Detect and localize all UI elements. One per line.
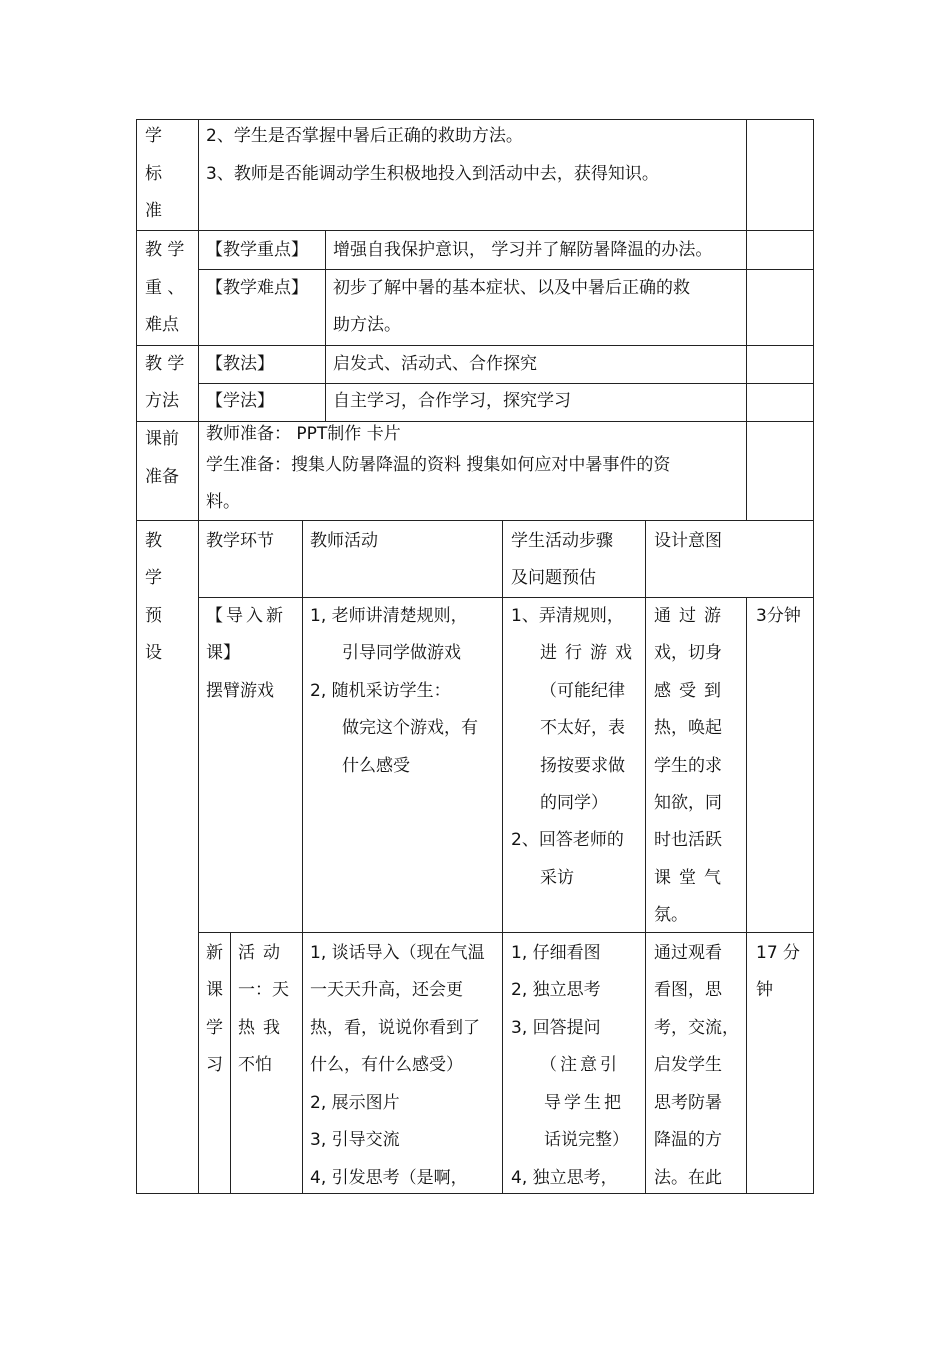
design-label-4: 设 <box>145 643 162 663</box>
newlesson-student-4: （注意引 <box>540 1055 620 1075</box>
activity-title-3: 热我 <box>238 1018 288 1038</box>
newlesson-teacher-6: 3, 引导交流 <box>310 1130 400 1150</box>
col-divider-time-lower <box>746 597 747 1194</box>
newlesson-teacher-5: 2, 展示图片 <box>310 1093 400 1113</box>
intro-student-8: 采访 <box>540 868 574 888</box>
newlesson-time-1: 17 分 <box>756 943 801 963</box>
intro-student-5: 扬按要求做 <box>540 756 625 776</box>
intro-student-1: 1、弄清规则， <box>511 606 624 626</box>
divider-key-method <box>136 345 814 346</box>
intro-student-7: 2、回答老师的 <box>511 830 624 850</box>
divider-header-body <box>198 597 814 598</box>
newlesson-teacher-7: 4, 引发思考（是啊， <box>310 1168 468 1188</box>
newlesson-teacher-1: 1, 谈话导入（现在气温 <box>310 943 485 963</box>
divider-standard-key <box>136 230 814 231</box>
design-label-2: 学 <box>145 568 162 588</box>
teach-method-text: 启发式、活动式、合作探究 <box>333 354 537 374</box>
prep-line-3: 料。 <box>206 492 240 512</box>
prep-label-1: 课前 <box>145 429 179 449</box>
newlesson-intent-5: 思考防暑 <box>654 1093 722 1113</box>
intro-student-4: 不太好，表 <box>540 718 625 738</box>
intro-teacher-4: 做完这个游戏，有 <box>342 718 478 738</box>
newlesson-stage-3: 学 <box>206 1018 223 1038</box>
activity-title-4: 不怕 <box>238 1055 272 1075</box>
col-divider-label <box>198 119 199 1194</box>
header-intent: 设计意图 <box>654 531 722 551</box>
intro-stage-3: 摆臂游戏 <box>206 681 274 701</box>
standard-label-2: 标 <box>145 164 162 184</box>
method-label-2: 方法 <box>145 391 179 411</box>
divider-method-prep <box>136 421 814 422</box>
newlesson-intent-7: 法。在此 <box>654 1168 722 1188</box>
intro-teacher-2: 引导同学做游戏 <box>342 643 461 663</box>
difficulty-text-1: 初步了解中暑的基本症状、以及中暑后正确的救 <box>333 278 690 298</box>
intro-intent-1: 通过游 <box>654 606 729 626</box>
newlesson-intent-6: 降温的方 <box>654 1130 722 1150</box>
newlesson-stage-2: 课 <box>206 980 223 1000</box>
intro-intent-2: 戏，切身 <box>654 643 722 663</box>
standard-label-3: 准 <box>145 201 162 221</box>
intro-student-3: （可能纪律 <box>540 681 625 701</box>
newlesson-intent-4: 启发学生 <box>654 1055 722 1075</box>
standard-label-1: 学 <box>145 126 162 146</box>
intro-intent-6: 知欲，同 <box>654 793 722 813</box>
key-label-2: 重 、 <box>145 278 185 298</box>
activity-title-2: 一：天 <box>238 980 289 1000</box>
newlesson-student-5: 导学生把 <box>544 1093 624 1113</box>
intro-intent-4: 热，唤起 <box>654 718 722 738</box>
newlesson-teacher-3: 热，看，说说你看到了 <box>310 1018 480 1038</box>
border-left <box>136 119 137 1194</box>
key-point-tag: 【教学重点】 <box>206 240 308 260</box>
divider-intro-newlesson <box>198 932 814 933</box>
intro-intent-8: 课堂气 <box>654 868 729 888</box>
design-label-1: 教 <box>145 531 162 551</box>
header-student-2: 及问题预估 <box>511 568 596 588</box>
prep-line-1: 教师准备： PPT制作 卡片 <box>206 424 401 444</box>
divider-key-difficulty <box>198 269 814 270</box>
standard-line-3: 3、教师是否能调动学生积极地投入到活动中去，获得知识。 <box>206 164 659 184</box>
key-label-3: 难点 <box>145 315 179 335</box>
standard-line-2: 2、学生是否掌握中暑后正确的救助方法。 <box>206 126 523 146</box>
border-top <box>136 119 814 120</box>
intro-intent-3: 感受到 <box>654 681 729 701</box>
teach-method-tag: 【教法】 <box>206 354 274 374</box>
col-divider-activity <box>230 932 231 1194</box>
border-bottom <box>136 1193 814 1194</box>
col-divider-intent <box>645 520 646 1194</box>
intro-student-2: 进行游戏 <box>540 643 640 663</box>
newlesson-intent-2: 看图，思 <box>654 980 722 1000</box>
header-student-1: 学生活动步骤 <box>511 531 613 551</box>
intro-intent-9: 氛。 <box>654 905 688 925</box>
newlesson-student-2: 2, 独立思考 <box>511 980 601 1000</box>
newlesson-student-7: 4, 独立思考， <box>511 1168 618 1188</box>
intro-student-6: 的同学） <box>540 793 608 813</box>
col-divider-time <box>746 119 747 521</box>
intro-time: 3分钟 <box>756 606 801 626</box>
intro-intent-5: 学生的求 <box>654 756 722 776</box>
intro-stage-1: 【导入新 <box>206 606 286 626</box>
prep-label-2: 准备 <box>145 467 179 487</box>
intro-teacher-1: 1, 老师讲清楚规则， <box>310 606 468 626</box>
activity-title-1: 活动 <box>238 943 288 963</box>
col-divider-student <box>502 520 503 1194</box>
newlesson-intent-3: 考，交流， <box>654 1018 739 1038</box>
newlesson-teacher-2: 一天天升高，还会更 <box>310 980 463 1000</box>
divider-teach-learn <box>198 383 814 384</box>
learn-method-tag: 【学法】 <box>206 391 274 411</box>
newlesson-intent-1: 通过观看 <box>654 943 722 963</box>
newlesson-stage-1: 新 <box>206 943 223 963</box>
newlesson-teacher-4: 什么，有什么感受） <box>310 1055 463 1075</box>
learn-method-text: 自主学习，合作学习，探究学习 <box>333 391 571 411</box>
prep-line-2: 学生准备：搜集人防暑降温的资料 搜集如何应对中暑事件的资 <box>206 455 671 475</box>
key-point-text: 增强自我保护意识， 学习并了解防暑降温的办法。 <box>333 240 713 260</box>
border-right <box>813 119 814 1194</box>
divider-prep-design <box>136 520 814 521</box>
newlesson-stage-4: 习 <box>206 1055 223 1075</box>
design-label-3: 预 <box>145 606 162 626</box>
newlesson-student-3: 3, 回答提问 <box>511 1018 601 1038</box>
col-divider-tag <box>325 230 326 422</box>
newlesson-student-1: 1, 仔细看图 <box>511 943 601 963</box>
header-teacher: 教师活动 <box>310 531 378 551</box>
difficulty-text-2: 助方法。 <box>333 315 401 335</box>
intro-teacher-5: 什么感受 <box>342 756 410 776</box>
intro-teacher-3: 2, 随机采访学生： <box>310 681 451 701</box>
col-divider-stage <box>302 520 303 1194</box>
intro-intent-7: 时也活跃 <box>654 830 722 850</box>
header-stage: 教学环节 <box>206 531 274 551</box>
difficulty-tag: 【教学难点】 <box>206 278 308 298</box>
key-label-1: 教 学 <box>145 240 185 260</box>
newlesson-time-2: 钟 <box>756 980 773 1000</box>
intro-stage-2: 课】 <box>206 643 240 663</box>
newlesson-student-6: 话说完整） <box>544 1130 629 1150</box>
method-label-1: 教 学 <box>145 354 185 374</box>
